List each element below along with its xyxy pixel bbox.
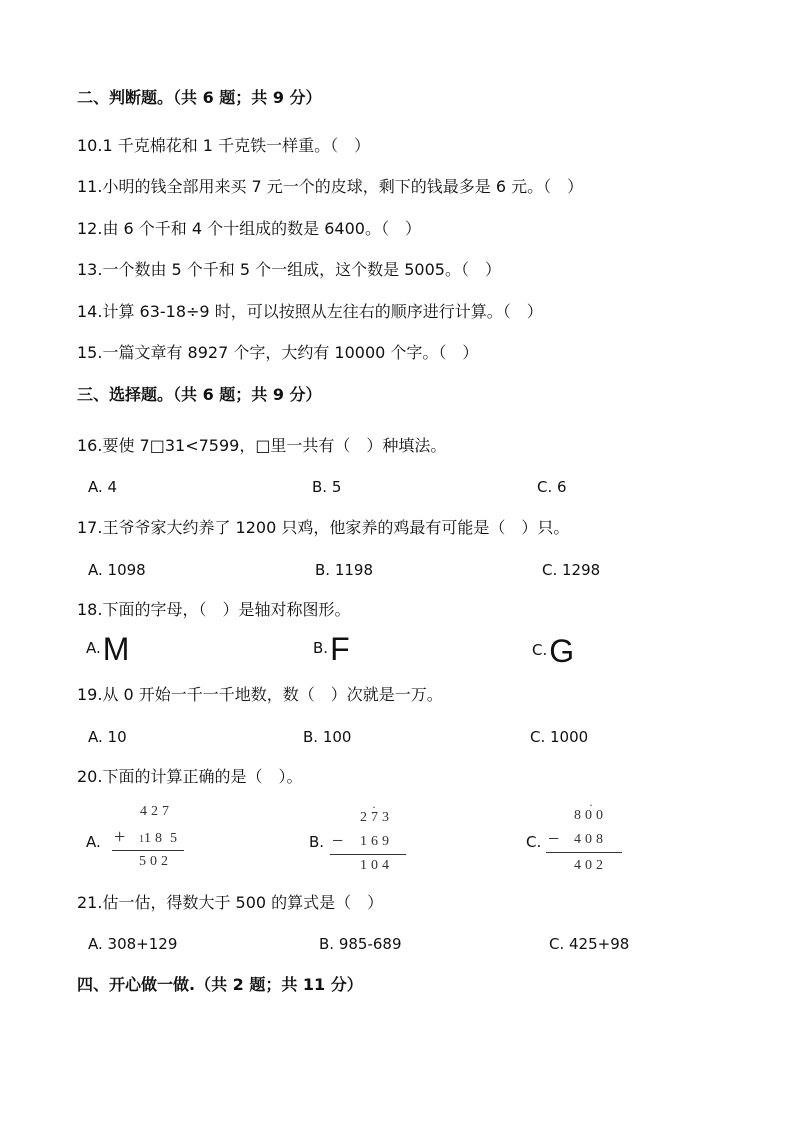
q18-option-b [313, 630, 350, 667]
subtrahend: 408 [574, 832, 607, 847]
minus-sign: − [548, 828, 560, 850]
letter-f: F [330, 630, 350, 667]
addend-bottom: 118 [139, 831, 166, 846]
minuend: 273 [360, 810, 393, 825]
section-heading-choice: 三、选择题。（共 6 题；共 9 分） [77, 385, 322, 404]
question-13: 13.一个数由 5 个千和 5 个一组成，这个数是 5005。（ ） [77, 260, 501, 279]
question-11: 11.小明的钱全部用来买 7 元一个的皮球，剩下的钱最多是 6 元。（ ） [77, 177, 584, 196]
difference: 402 [574, 858, 607, 873]
q18-option-a-label: A. [86, 639, 101, 657]
q16-option-a: A. 4 [88, 478, 118, 496]
q20-vertical-addition [110, 804, 190, 874]
q21-option-c: C. 425+98 [549, 935, 630, 953]
plus-sign: + [114, 826, 126, 848]
question-20: 20.下面的计算正确的是（ ）。 [77, 767, 303, 786]
q19-option-c: C. 1000 [530, 728, 589, 746]
question-17: 17.王爷爷家大约养了 1200 只鸡，他家养的鸡最有可能是（ ）只。 [77, 518, 570, 537]
q19-option-a: A. 10 [88, 728, 127, 746]
section-heading-practice: 四、开心做一做.（共 2 题；共 11 分） [77, 975, 363, 994]
q20-option-b-label: B. [309, 833, 325, 851]
difference-line [330, 854, 406, 855]
subtrahend: 169 [360, 834, 393, 849]
q18-option-c [532, 632, 575, 669]
q17-option-a: A. 1098 [88, 561, 146, 579]
q20-option-c-label: C. [526, 833, 542, 851]
question-14: 14.计算 63-18÷9 时，可以按照从左往右的顺序进行计算。（ ） [77, 302, 543, 321]
question-15: 15.一篇文章有 8927 个字，大约有 10000 个字。（ ） [77, 343, 479, 362]
difference-line [546, 852, 622, 853]
addend-bottom-last: 5 [170, 831, 181, 846]
q18-option-a [86, 630, 130, 667]
letter-m: M [102, 630, 130, 667]
minuend: 800 [574, 808, 607, 823]
question-12: 12.由 6 个千和 4 个十组成的数是 6400。（ ） [77, 219, 421, 238]
q20-option-a-label: A. [86, 833, 101, 851]
minus-sign: − [332, 830, 344, 852]
question-10: 10.1 千克棉花和 1 千克铁一样重。（ ） [77, 136, 371, 155]
question-16: 16.要使 7□31<7599，□里一共有（ ）种填法。 [77, 436, 447, 455]
section-heading-judgement: 二、判断题。（共 6 题；共 9 分） [77, 88, 322, 107]
sum-line [112, 850, 184, 851]
q16-option-c: C. 6 [537, 478, 567, 496]
q21-option-a: A. 308+129 [88, 935, 178, 953]
q16-option-b: B. 5 [312, 478, 342, 496]
question-21: 21.估一估，得数大于 500 的算式是（ ） [77, 893, 384, 912]
q17-option-c: C. 1298 [542, 561, 601, 579]
q20-vertical-subtraction-c [546, 798, 626, 876]
q20-vertical-subtraction-b [330, 800, 410, 876]
q18-option-c-label: C. [532, 641, 548, 659]
q18-option-b-label: B. [313, 639, 329, 657]
borrow-dot: · [589, 798, 593, 812]
borrow-dot: · [372, 800, 376, 814]
question-19: 19.从 0 开始一千一千地数，数（ ）次就是一万。 [77, 685, 443, 704]
letter-g: G [549, 632, 575, 669]
q17-option-b: B. 1198 [315, 561, 374, 579]
addend-top: 427 [140, 804, 173, 819]
q21-option-b: B. 985-689 [319, 935, 402, 953]
question-18: 18.下面的字母，（ ）是轴对称图形。 [77, 600, 351, 619]
q19-option-b: B. 100 [303, 728, 352, 746]
sum-result: 502 [139, 854, 172, 869]
difference: 104 [360, 858, 393, 873]
